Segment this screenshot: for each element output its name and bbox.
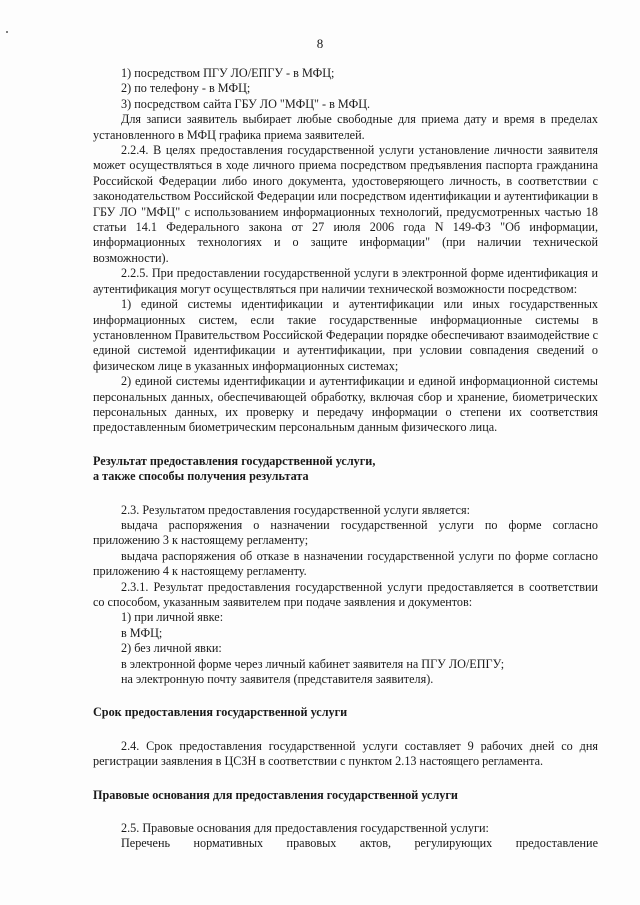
paragraph: Для записи заявитель выбирает любые свободные для приема дату и время в пределах установленного в МФЦ графика приема заявителей. (93, 112, 598, 142)
page-number: 8 (316, 36, 324, 51)
section-heading-legal: Правовые основания для предоставления государственной услуги (93, 787, 458, 802)
list-item: выдача распоряжения об отказе в назначении государственной услуги по форме согласно приложению 4 к настоящему регламенту. (93, 548, 598, 579)
list-item: в МФЦ; (121, 625, 163, 640)
paragraph-2-4: 2.4. Срок предоставления государственной услуги составляет 9 рабочих дней со дня регистрации заявления в ЦСЗН в соответствии с пунктом 2.13 настоящего регламента. (93, 738, 598, 769)
paragraph-continued: Перечень нормативных правовых актов, регулирующих предоставление (121, 836, 598, 851)
paragraph-2-3: 2.3. Результатом предоставления государственной услуги является: (121, 502, 471, 517)
paragraph-2-2-4: 2.2.4. В целях предоставления государственной услуги установление личности заявителя может осуществляться в ходе личного приема посредством предъявления паспорта гражданина Российской Федерации либо иного документа, удостоверяющего личность, в соответствии с законодательством Российской Федерации или посредством идентификации и аутентификации в ГБУ ЛО "МФЦ" с использованием информационных технологий, предусмотренных частью 18 статьи 14.1 Федерального закона от 27 июля 2006 года N 149-ФЗ "Об информации, информационных технологиях и о защите информации" (при наличии технической возможности). (93, 143, 598, 265)
list-item: 1) посредством ПГУ ЛО/ЕПГУ - в МФЦ; (121, 66, 335, 80)
section-heading-result-line1: Результат предоставления государственной услуги, (93, 453, 376, 468)
list-item: 1) при личной явке: (121, 610, 224, 625)
document-body (93, 66, 598, 852)
section-heading-result-line2: а также способы получения результата (93, 469, 309, 484)
list-item: 1) единой системы идентификации и аутентификации или иных государственных информационных систем, если такие государственные информационные системы в установленном Правительством Российской Федерации порядке обеспечивают взаимодействие с единой системой идентификации и аутентификации, при условии совпадения сведений о физическом лице в указанных информационных системах; (93, 297, 598, 373)
list-item: 2) по телефону - в МФЦ; (121, 81, 251, 96)
list-item: 3) посредством сайта ГБУ ЛО "МФЦ" - в МФЦ. (121, 96, 371, 111)
paragraph-2-2-5: 2.2.5. При предоставлении государственной услуги в электронной форме идентификация и аутентификация могут осуществляться при наличии технической возможности посредством: (93, 266, 598, 296)
list-item: 2) единой системы идентификации и аутентификации и единой информационной системы персональных данных, обеспечивающей обработку, включая сбор и хранение, биометрических персональных данных, их проверку и передачу информации о степени их соответствия предоставленным биометрическим персональным данным физического лица. (93, 374, 598, 435)
paragraph-2-3-1: 2.3.1. Результат предоставления государственной услуги предоставляется в соответствии со способом, указанным заявителем при подаче заявления и документов: (93, 579, 598, 609)
list-item: на электронную почту заявителя (представителя заявителя). (121, 672, 434, 687)
list-item: 2) без личной явки: (121, 641, 222, 656)
section-heading-term: Срок предоставления государственной услуги (93, 705, 348, 720)
scan-speck (6, 31, 8, 33)
list-item: в электронной форме через личный кабинет заявителя на ПГУ ЛО/ЕПГУ; (121, 656, 505, 671)
list-item: выдача распоряжения о назначении государственной услуги по форме согласно приложению 3 к настоящему регламенту; (93, 517, 598, 548)
paragraph-2-5: 2.5. Правовые основания для предоставления государственной услуги: (121, 821, 489, 836)
